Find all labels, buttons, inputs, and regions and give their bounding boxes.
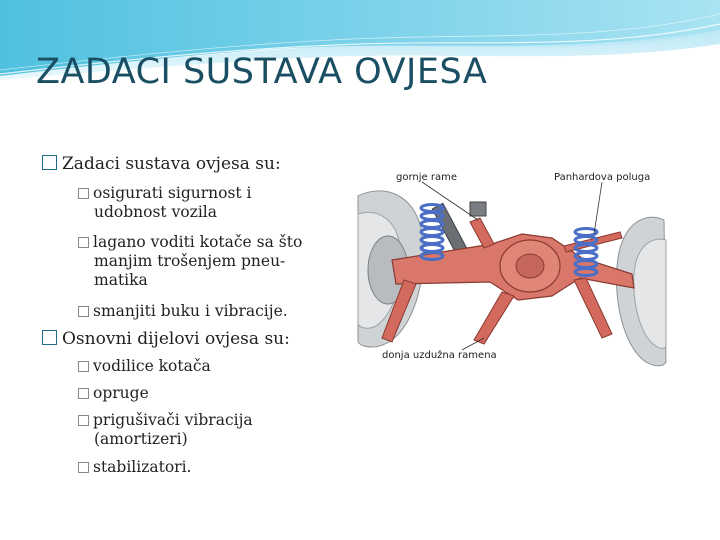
list-item: smanjiti buku i vibracije. [78, 302, 338, 321]
label-lower-arms: donja uzdužna ramena [382, 350, 497, 361]
list-item: opruge [78, 384, 338, 403]
bullet-icon [78, 415, 89, 426]
bullet-icon [78, 237, 89, 248]
bullet-icon [42, 330, 57, 345]
bullet-icon [78, 361, 89, 372]
label-upper-arm: gornje rame [396, 172, 457, 183]
list-item: lagano voditi kotače sa što manjim trošenjem pneu- matika [78, 233, 338, 290]
list-item: stabilizatori. [78, 458, 338, 477]
list-item: prigušivači vibracija (amortizeri) [78, 411, 338, 449]
bullet-icon [78, 306, 89, 317]
bullet-icon [78, 462, 89, 473]
list-item: vodilice kotača [78, 357, 338, 376]
section-heading-components: Osnovni dijelovi ovjesa su: [42, 328, 290, 350]
bullet-icon [42, 155, 57, 170]
slide-title: ZADACI SUSTAVA OVJESA [36, 52, 488, 92]
section-heading-tasks: Zadaci sustava ovjesa su: [42, 153, 281, 175]
list-item: osigurati sigurnost i udobnost vozila [78, 184, 338, 222]
rear-suspension-diagram [352, 162, 668, 378]
bullet-icon [78, 388, 89, 399]
bullet-icon [78, 188, 89, 199]
label-panhard-rod: Panhardova poluga [554, 172, 651, 183]
